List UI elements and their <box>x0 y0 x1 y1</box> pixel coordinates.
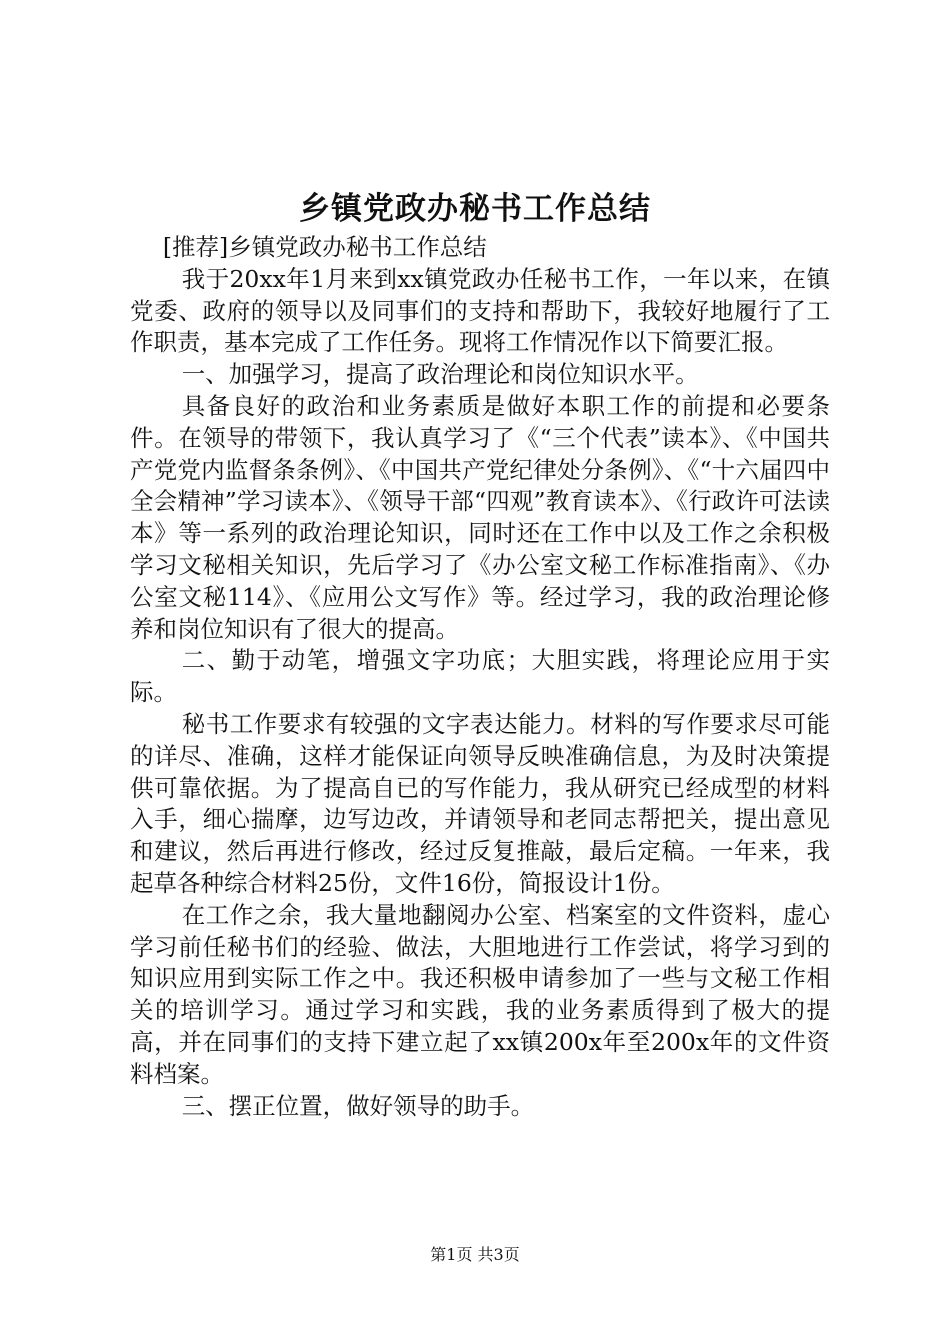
document-body <box>130 232 830 1122</box>
document-title: 乡镇党政办秘书工作总结 <box>299 191 651 227</box>
section-heading-1: 一、加强学习，提高了政治理论和岗位知识水平。 <box>181 360 699 389</box>
page-number-footer: 第1页 共3页 <box>430 1245 520 1264</box>
section-heading-3: 三、摆正位置，做好领导的助手。 <box>181 1091 535 1120</box>
section-heading-2: 二、勤于动笔，增强文字功底；大胆实践，将理论应用于实际。 <box>130 646 830 707</box>
document-subtitle: [推荐]乡镇党政办秘书工作总结 <box>162 233 487 261</box>
paragraph-writing: 秘书工作要求有较强的文字表达能力。材料的写作要求尽可能的详尽、准确，这样才能保证向领导反映准确信息，为及时决策提供可靠依据。为了提高自已的写作能力，我从研究已经成型的材料入手，细心揣摩，边写边改，并请领导和老同志帮把关，提出意见和建议，然后再进行修改，经过反复推敲，最后定稿。一年来，我起草各种综合材料25份，文件16份，简报设计1份。 <box>130 709 830 897</box>
paragraph-study: 具备良好的政治和业务素质是做好本职工作的前提和必要条件。在领导的带领下，我认真学习了《“三个代表”读本》、《中国共产党党内监督条条例》、《中国共产党纪律处分条例》、《“十六届四中全会精神”学习读本》、《领导干部“四观”教育读本》、《行政许可法读本》等一系列的政治理论知识，同时还在工作中以及工作之余积极学习文秘相关知识，先后学习了《办公室文秘工作标准指南》、《办公室文秘114》、《应用公文写作》等。经过学习，我的政治理论修养和岗位知识有了很大的提高。 <box>130 391 830 643</box>
paragraph-practice: 在工作之余，我大量地翻阅办公室、档案室的文件资料，虚心学习前任秘书们的经验、做法，大胆地进行工作尝试，将学习到的知识应用到实际工作之中。我还积极申请参加了一些与文秘工作相关的培训学习。通过学习和实践，我的业务素质得到了极大的提高，并在同事们的支持下建立起了xx镇200x年至200x年的文件资料档案。 <box>130 900 830 1088</box>
paragraph-intro: 我于20xx年1月来到xx镇党政办任秘书工作，一年以来，在镇党委、政府的领导以及同事们的支持和帮助下，我较好地履行了工作职责，基本完成了工作任务。现将工作情况作以下简要汇报。 <box>130 264 830 357</box>
